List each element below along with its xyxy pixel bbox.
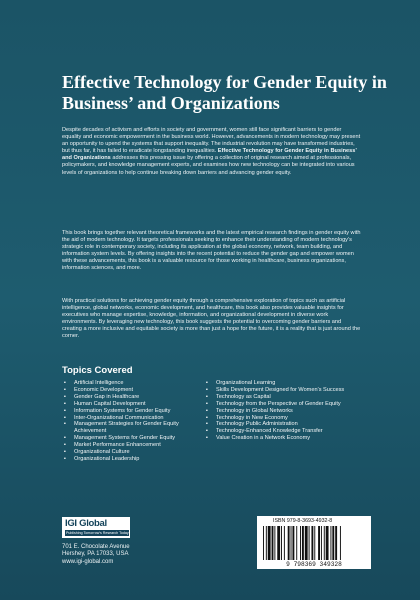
barcode-bar xyxy=(291,526,292,560)
barcode-bar xyxy=(284,526,285,560)
topic-item: ▪ Value Creation in a Network Economy xyxy=(206,435,356,442)
topic-item: ▪ Inter-Organizational Communication xyxy=(64,415,204,422)
topic-item: ▪ Management Strategies for Gender Equity Achievement xyxy=(64,421,204,435)
barcode-bar xyxy=(309,526,310,560)
barcode-bar xyxy=(288,526,290,560)
barcode-bar xyxy=(292,526,294,560)
barcode-bar xyxy=(263,526,264,560)
topic-item: ▪ Skills Development Designed for Women’s Success xyxy=(206,387,356,394)
barcode-bar xyxy=(274,526,275,560)
barcode-bar xyxy=(296,526,297,560)
description-paragraph-2: This book brings together relevant theoretical frameworks and the latest empirical research findings in gender equity with the aid of modern technology. It targets professionals seeking to enhance their understanding of modern technology’s strategic role in contemporary society, including its application at the global economy, network, team building, and information system levels. By offering insights into the recent potential to reduce the gender gap and empower women with these advancements, this book is a valuable resource for those working in healthcare, business organizations, information sciences, and more. xyxy=(62,230,361,272)
topic-item: ▪ Economic Development xyxy=(64,387,204,394)
igi-global-logo xyxy=(62,517,130,538)
topic-item: ▪ Technology Public Administration xyxy=(206,421,356,428)
barcode-bar xyxy=(326,526,329,560)
publisher-website: www.igi-global.com xyxy=(62,558,114,565)
topic-item: ▪ Organizational Leadership xyxy=(64,456,204,463)
topics-list-right xyxy=(206,380,356,442)
logo-tagline: Publishing Tomorrow's Research Today xyxy=(66,531,129,535)
topic-item: ▪ Management Systems for Gender Equity xyxy=(64,435,204,442)
topics-list-left xyxy=(64,380,204,463)
topic-item: ▪ Technology in New Economy xyxy=(206,415,356,422)
barcode-bar xyxy=(321,526,322,560)
barcode-bar xyxy=(330,526,331,560)
barcode-block xyxy=(257,516,371,569)
topics-heading: Topics Covered xyxy=(62,365,133,376)
barcode-bar xyxy=(311,526,313,560)
bold-book-title: Effective Technology for Gender Equity in Business’ and Organizations xyxy=(62,148,357,162)
barcode-bar xyxy=(277,526,280,560)
barcode-bar xyxy=(332,526,334,560)
barcode-bar xyxy=(335,526,337,560)
barcode-bar xyxy=(272,526,274,560)
topic-item: ▪ Organizational Culture xyxy=(64,449,204,456)
barcode-bar xyxy=(300,526,301,560)
topic-item: ▪ Technology as Capital xyxy=(206,394,356,401)
logo-name: IGI Global xyxy=(65,518,107,529)
barcode-bar xyxy=(268,526,271,560)
description-text: addresses this pressing issue by offering a collection of original research aimed at professionals, policymakers, and knowledge management experts, and examines how new technology can be integrated into various levels of organizations to help continue breaking down barriers and advancing gender equity. xyxy=(62,155,355,176)
description-paragraph-3: With practical solutions for achieving gender equity through a comprehensive exploration of topics such as artificial intelligence, global networks, economic development, and healthcare, this book also provides valuable insights for executives who manage expertise, knowledge, information, and organizational development in diverse work environments. By leveraging new technology, this book suggests the potential to overcoming gender barriers and creating a more inclusive and equitable society is more than just a hope for the future, it is a reality that is just around the corner. xyxy=(62,298,361,340)
barcode-bar xyxy=(324,526,325,560)
barcode-bar xyxy=(305,526,308,560)
topic-item: ▪ Technology in Global Networks xyxy=(206,408,356,415)
topic-item: ▪ Organizational Learning xyxy=(206,380,356,387)
book-title: Effective Technology for Gender Equity in Business’ and Organizations xyxy=(62,72,387,113)
barcode-bar xyxy=(281,526,282,560)
publisher-address xyxy=(62,544,130,566)
topic-item: ▪ Artificial Intelligence xyxy=(64,380,204,387)
description-text: Despite decades of activism and efforts in society and government, women still face significant barriers to gender equality and economic empowerment in the business world. However, advancements in modern technology may present an opportunity to upend the systems that support inequality. The industrial revolution may have transformed industries, but thus far, it has failed to eradicate longstanding inequalities. xyxy=(62,127,361,155)
topic-item: ▪ Gender Gap in Healthcare xyxy=(64,394,204,401)
barcode-bar xyxy=(340,526,341,560)
isbn-text: ISBN 979-8-3693-4932-8 xyxy=(273,518,333,524)
topic-item: ▪ Technology-Enhanced Knowledge Transfer xyxy=(206,428,356,435)
address-line: 701 E. Chocolate Avenue xyxy=(62,544,130,550)
barcode-bar xyxy=(302,526,304,560)
barcode-bar xyxy=(314,526,315,560)
topic-item: ▪ Human Capital Development xyxy=(64,401,204,408)
barcode-icon xyxy=(263,526,365,560)
address-line: Hershey, PA 17033, USA xyxy=(62,551,129,558)
barcode-digits: 9 798369 349328 xyxy=(286,561,342,568)
topic-item: ▪ Market Performance Enhancement xyxy=(64,442,204,449)
topic-item: ▪ Information Systems for Gender Equity xyxy=(64,408,204,415)
barcode-bar xyxy=(266,526,267,560)
barcode-bar xyxy=(318,526,320,560)
topic-item: ▪ Technology from the Perspective of Gender Equity xyxy=(206,401,356,408)
description-paragraph-1 xyxy=(62,127,362,177)
